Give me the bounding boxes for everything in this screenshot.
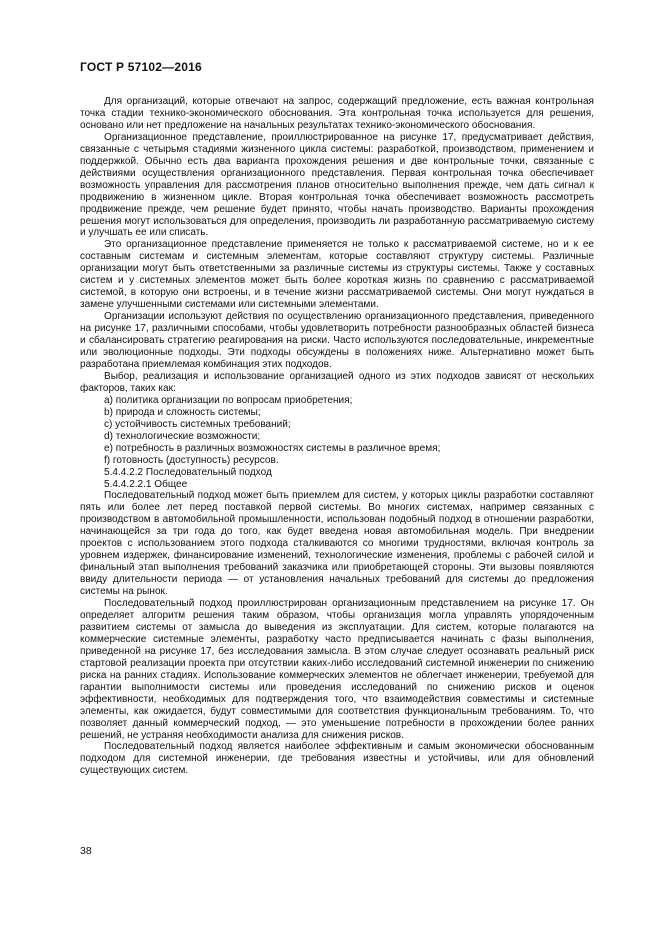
section-heading: 5.4.4.2.2 Последовательный подход	[104, 466, 272, 478]
paragraph: Для организаций, которые отвечают на запрос, содержащий предложение, есть важная контрольная точка стадии технико-экономического обоснования. Эта контрольная точка используется для решения, основано или нет предложение на начальных результатах технико-экономического обоснования.	[80, 96, 594, 131]
paragraph: Это организационное представление применяется не только к рассматриваемой системе, но и к ее составным системам и системным элементам, которые составляют структуру системы. Различные организации могут быть ответственными за различные системы из структуры системы. Также у составных систем и у системных элементов может быть более короткая жизнь по сравнению с рассматриваемой системой, в которую они встроены, и в течение жизни рассматриваемой системы. Они могут нуждаться в замене улучшенными системами или системными элементами.	[80, 239, 594, 311]
paragraph: Последовательный подход может быть приемлем для систем, у которых циклы разработки составляют пять или более лет перед поставкой первой системы. Во многих системах, например связанных с производством в автомобильной промышленности, использован подобный подход в отношении разработки, начинающейся за три года до того, как будет введена новая автомобильная модель. При внедрении проектов с использованием этого подхода сталкиваются со многими трудностями, включая контроль за уровнем издержек, финансирование изменений, технологические изменения, проблемы с рабочей силой и финальный этап выполнения требований заказчика или приобретающей стороны. Эти вызовы появляются ввиду длительности периода — от установления начальных требований для системы до предложения системы на рынок.	[80, 490, 594, 598]
list-item: f) готовность (доступность) ресурсов.	[104, 454, 279, 466]
paragraph: Организационное представление, проиллюстрированное на рисунке 17, предусматривает действия, связанные с четырьмя стадиями жизненного цикла системы: разработкой, производством, применением и поддержкой. Обычно есть два варианта прохождения решения и две контрольные точки, связанные с действиями осуществления организационного представления. Первая контрольная точка обеспечивает возможность управления для рассмотрения планов относительно выполнения прежде, чем дать сигнал к продвижению в жизненном цикле. Вторая контрольная точка обеспечивает возможность рассмотреть продвижение прежде, чем решение будет принято, чтобы начать производство. Варианты прохождения решения могут использоваться для определения, производить ли разработанную рассматриваемую систему и улучшать ее или списать.	[80, 131, 594, 239]
paragraph: Последовательный подход является наиболее эффективным и самым экономически обоснованным подходом для системной инженерии, где требования известны и устойчивы, или для обновлений существующих систем.	[80, 741, 594, 777]
list-item: b) природа и сложность системы;	[104, 406, 261, 418]
paragraph: Организации используют действия по осуществлению организационного представления, приведенного на рисунке 17, различными способами, чтобы удовлетворить потребности разнообразных областей бизнеса и сбалансировать стратегию реагирования на риски. Часто используются последовательные, инкрементные или эволюционные подходы. Эти подходы обсуждены в положениях ниже. Альтернативно может быть разработана приемлемая комбинация этих подходов.	[80, 311, 594, 370]
list-item: c) устойчивость системных требований;	[104, 418, 291, 430]
list-item: d) технологические возможности;	[104, 430, 261, 442]
page-number: 38	[80, 845, 92, 857]
page-body	[80, 96, 594, 777]
list-item: a) политика организации по вопросам приобретения;	[104, 394, 353, 406]
subsection-heading: 5.4.4.2.2.1 Общее	[104, 478, 188, 490]
paragraph: Последовательный подход проиллюстрирован организационным представлением на рисунке 17. Он определяет алгоритм решения таким образом, чтобы организация могла управлять упорядоченным развитием системы от замысла до выведения из эксплуатации. Для систем, которые полагаются на коммерческие системные элементы, разработку часто предписывается начинать с фазы выполнения, приведенной на рисунке 17, без исследования замысла. В этом случае следует осознавать реальный риск стартовой реализации проекта при отсутствии каких-либо исследований системной инженерии по снижению риска на ранних стадиях. Использование коммерческих элементов не облегчает инженерии, требуемой для гарантии выполнимости системы или проведения исследований по снижению рисков и оценок эффективности, необходимых для подтверждения того, что взаимодействия совместимы и системные элементы, как ожидается, будут совместимыми для соответствия функциональным требованиям. То, что позволяет данный коммерческий подход, — это уменьшение потребности в прохождении более ранних решений, не устраняя необходимости анализа для снижения рисков.	[80, 598, 594, 741]
list-item: e) потребность в различных возможностях системы в различное время;	[104, 442, 441, 454]
paragraph: Выбор, реализация и использование организацией одного из этих подходов зависят от нескольких факторов, таких как:	[80, 370, 594, 394]
document-header: ГОСТ Р 57102—2016	[80, 60, 202, 74]
